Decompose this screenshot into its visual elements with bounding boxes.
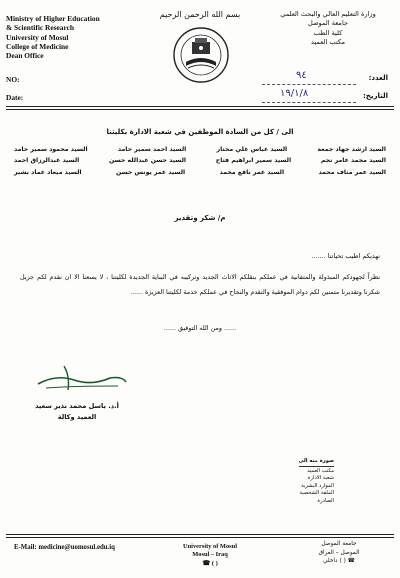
body-paragraph: نظراً لجهودكم المبذولة والمتفانية في عملكم بنقلكم الاثاث الجديد وتركيبه في البناية الجديدة لكليتنا ، لا يسعنا الا ان نقدم لكم جزيل شكرنا وتقديرنا متمنين لكم دوام الموفقية والتقدم والنجاح في عملكم خدمة لكليتنا العزيزة ...... <box>20 273 380 296</box>
date-value: ١٩/١/٨ <box>280 88 309 99</box>
employee-name: السيد محمود سمير حامد <box>14 146 88 153</box>
footer-university: University of Mosul <box>183 543 237 550</box>
university-name-en: University of Mosul <box>6 32 69 42</box>
employee-name: السيد ميعاد عماد بشير <box>14 168 82 176</box>
number-label-ar: العدد: <box>368 74 388 82</box>
copy-to-list <box>254 458 334 506</box>
copy-to-item: الموارد البشرية <box>301 482 334 489</box>
closing-line: ...... ومن الله التوفيق ...... <box>163 324 237 332</box>
greeting-line: نهديكم اطيب تحياتنا ....... <box>311 252 380 260</box>
employee-name: السيد ارشد جهاد جمعة <box>317 146 386 153</box>
footer-address-en <box>160 543 260 568</box>
employee-name: السيد احمد سمير حامد <box>117 146 187 153</box>
college-name-en: College of Medicine <box>6 41 69 51</box>
signatory-block <box>22 401 132 423</box>
footer-phone: ☎ ( ) <box>202 559 218 567</box>
employee-name: السيد عمر نافع محمد <box>219 168 285 176</box>
footer-address-ar <box>294 540 384 566</box>
footer-university-ar: جامعة الموصل <box>321 541 357 547</box>
names-row <box>14 157 386 168</box>
employee-name: السيد عمر يونس حسن <box>116 168 186 176</box>
ministry-name-ar: وزارة التعليم العالي والبحث العلمي <box>280 10 376 18</box>
employee-name: السيد عباس علي مختار <box>216 146 288 153</box>
names-row <box>14 169 386 180</box>
addressee-line: الى / كل من السادة الموظفين في شعبة الادارة بكليتنا <box>106 128 294 136</box>
footer-divider <box>6 534 394 535</box>
number-label-en: NO: <box>6 75 20 84</box>
footer-phone-ar: ☎ ( ) داخلي <box>323 558 355 565</box>
employee-name: السيد عمر مناف محمد <box>318 168 386 176</box>
signatory-title: العميد وكالة <box>57 413 97 421</box>
employee-name: السيد محمد عامر نجم <box>320 157 386 165</box>
date-label-ar: التاريخ: <box>362 92 388 100</box>
header-divider-thin <box>6 109 394 110</box>
copy-to-item: الصادرة <box>317 497 334 504</box>
copy-to-item: الملفة الشخصية <box>299 490 334 497</box>
university-logo-icon <box>172 26 230 84</box>
ministry-name-en: Ministry of Higher Education <box>6 14 100 23</box>
copy-to-item: مكتب العميد <box>307 467 334 474</box>
office-name-en: Dean Office <box>6 51 44 61</box>
number-underline <box>262 84 356 85</box>
employee-names <box>14 146 386 180</box>
copy-to-title: صورة منه الى <box>299 458 334 467</box>
subject-line: م/ شكر وتقدير <box>174 214 226 222</box>
number-value: ٩٤ <box>296 70 307 81</box>
footer-divider-thin <box>6 537 394 538</box>
basmala: بسم الله الرحمن الرحيم <box>159 10 241 19</box>
english-letterhead <box>6 14 136 60</box>
employee-name: السيد عبدالرزاق احمد <box>14 157 80 165</box>
ministry-sub-en: & Scientific Research <box>6 23 75 33</box>
copy-to-item: شعبة الادارة <box>307 475 334 482</box>
office-name-ar: مكتب العميد <box>310 37 346 46</box>
date-label-en: Date: <box>6 93 24 102</box>
employee-name: السيد حسن عبدالله حسن <box>109 157 187 165</box>
footer-city-ar: الموصل – العراق <box>318 549 360 556</box>
names-row <box>14 146 386 157</box>
footer-city: Mosul – Iraq <box>192 551 228 559</box>
university-name-ar: جامعة الموصل <box>307 19 349 28</box>
signatory-name: أ.د. باسل محمد نذير سعيد <box>35 402 119 410</box>
signature-icon <box>34 362 130 394</box>
date-underline <box>262 102 356 103</box>
arabic-letterhead <box>268 10 388 47</box>
footer-email: E-Mail: medicine@uomosul.edu.iq <box>14 544 115 551</box>
header-divider <box>6 106 394 107</box>
employee-name: السيد سمير ابراهيم فتاح <box>215 157 292 165</box>
college-name-ar: كلية الطب <box>313 28 343 37</box>
